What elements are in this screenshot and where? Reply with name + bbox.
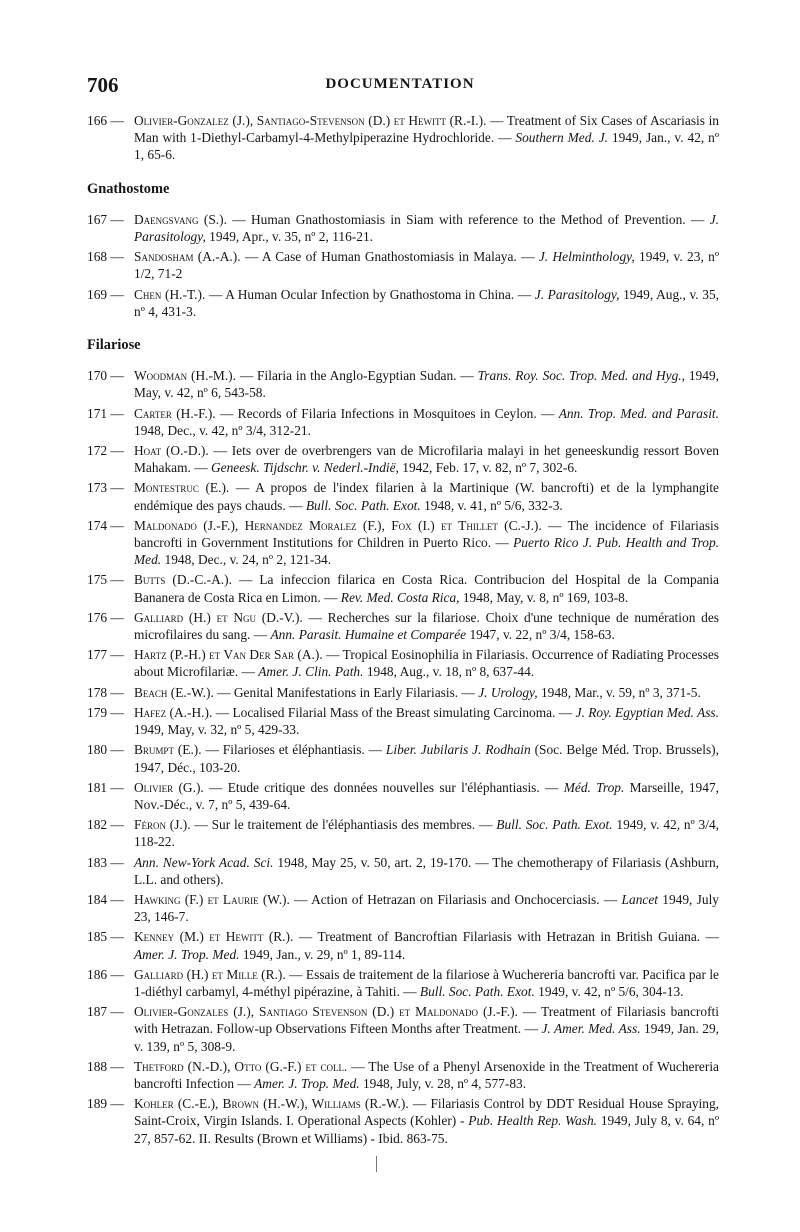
entry-citation: 1942, Feb. 17, v. 82, nº 7, 302-6. [398, 460, 578, 476]
reference-entry [87, 367, 719, 401]
reference-entry [87, 779, 719, 813]
entry-authors: Butts (D.-C.-A.). [134, 572, 232, 588]
reference-entry [87, 442, 719, 476]
entry-citation: 1949, May, v. 42, nº 6, 543-58. [134, 368, 719, 401]
entry-title: — Treatment of Six Cases of Ascariasis in Man with 1-Diethyl-Carbamyl-4-Methylpiperazine Hydrochloride. — [134, 113, 719, 146]
reference-entry [87, 405, 719, 439]
reference-entry [87, 891, 719, 925]
entry-title: — Tropical Eosinophilia in Filariasis. Occurrence of Radiating Processes about Microfilariæ. — [134, 647, 719, 680]
entry-journal: Amer. J. Trop. Med. [254, 1075, 360, 1091]
entry-citation: 1949, Jan., v. 42, nº 1, 65-6. [134, 130, 719, 163]
entry-citation: 1948, Dec., v. 24, nº 2, 121-34. [161, 552, 332, 568]
entry-number: 166 — [87, 113, 124, 128]
entry-citation: 1949, Apr., v. 35, nº 2, 116-21. [205, 229, 373, 245]
entry-journal: Liber. Jubilaris J. Rodhain [385, 742, 531, 758]
entry-number: 179 — [87, 704, 124, 720]
entry-number: 181 — [87, 779, 124, 795]
entry-authors: Carter (H.-F.). [134, 405, 216, 421]
entry-authors: Kenney (M.) et Hewitt (R.). [134, 929, 294, 945]
reference-entry [87, 816, 719, 850]
reference-entry [87, 646, 719, 680]
entry-number: 184 — [87, 891, 124, 907]
entry-number: 186 — [87, 966, 124, 982]
entry-number: 185 — [87, 929, 124, 945]
entry-journal: Trans. Roy. Soc. Trop. Med. and Hyg., [477, 368, 686, 384]
entry-number: 183 — [87, 854, 124, 870]
reference-entry [87, 854, 719, 888]
entry-authors: Sandosham (A.-A.). [134, 249, 241, 265]
entry-citation: 1949, v. 42, nº 3/4, 118-22. [134, 817, 719, 850]
entry-number: 173 — [87, 480, 124, 496]
entry-title: — Sur le traitement de l'éléphantiasis des membres. — [190, 817, 497, 833]
entry-number: 174 — [87, 517, 124, 533]
entry-authors: Hoat (O.-D.). [134, 443, 209, 459]
entry-title: — Filariasis Control by DDT Residual House Spraying, Saint-Croix, Virgin Islands. I. Operational Aspects (Kohler) - [134, 1096, 719, 1129]
entry-citation: 1949, v. 23, nº 1/2, 71-2 [134, 249, 719, 282]
entry-title: — Essais de traitement de la filariose à Wuchereria bancrofti var. Pacifica par le 1-diéthyl carbamyl, 4-méthyl pipérazine, à Tahiti. — [134, 966, 719, 999]
page-number: 706 [87, 73, 119, 97]
entry-number: 180 — [87, 742, 124, 758]
reference-entry [87, 966, 719, 1000]
section-heading: Gnathostome [87, 180, 170, 197]
entry-number: 169 — [87, 286, 124, 302]
entry-citation: 1949, Jan. 29, v. 139, nº 5, 308-9. [134, 1021, 719, 1054]
entry-journal: J. Parasitology, [134, 211, 719, 245]
entry-number: 182 — [87, 817, 124, 833]
entry-journal: J. Urology, [478, 684, 538, 700]
entry-journal: Ann. New-York Acad. Sci. [134, 854, 274, 870]
entry-authors: Féron (J.). [134, 817, 191, 833]
reference-entry [87, 517, 719, 569]
entry-title: — Etude critique des données nouvelles sur l'éléphantiasis. — [203, 779, 564, 795]
entry-authors: Olivier-Gonzalez (J.), Santiago-Stevenson (D.) et Hewitt (R.-I.). [134, 113, 487, 128]
entry-title: — Iets over de overbrengers van de Microfilaria malayi in het geneeskundig ressort Boven Mahakam. — [134, 443, 720, 476]
running-head: DOCUMENTATION [325, 76, 475, 92]
entry-citation: 1949, July 23, 146-7. [134, 891, 719, 925]
entry-authors: Olivier (G.). [134, 779, 204, 795]
entry-title: — The Use of a Phenyl Arsenoxide in the Treatment of Wuchereria bancrofti Infection — [134, 1058, 719, 1091]
entry-citation: 1948, v. 41, nº 5/6, 332-3. [420, 497, 563, 513]
entry-journal: Lancet [621, 891, 658, 907]
reference-entry [87, 112, 719, 164]
entry-authors: Galliard (H.) et Mille (R.). [134, 966, 286, 982]
entry-authors: Hafez (A.-H.). [134, 704, 213, 720]
entry-number: 168 — [87, 249, 124, 265]
entry-citation: Marseille, 1947, Nov.-Déc., v. 7, nº 5, 439-64. [134, 779, 719, 812]
entry-number: 171 — [87, 405, 124, 421]
entry-citation: 1949, v. 42, nº 5/6, 304-13. [534, 983, 684, 999]
entry-citation: 1948, Mar., v. 59, nº 3, 371-5. [537, 684, 701, 700]
reference-entry [87, 928, 719, 962]
entry-journal: Méd. Trop. [563, 779, 625, 795]
entry-journal: Bull. Soc. Path. Exot. [419, 983, 535, 999]
entry-journal: J. Parasitology, [534, 286, 620, 302]
print-mark [376, 1156, 377, 1172]
entry-journal: Amer. J. Trop. Med. [134, 946, 240, 962]
entry-number: 170 — [87, 368, 124, 384]
entry-journal: J. Roy. Egyptian Med. Ass. [575, 704, 719, 720]
entry-journal: J. Helminthology, [538, 249, 635, 265]
entry-authors: Woodman (H.-M.). [134, 368, 236, 384]
entry-number: 189 — [87, 1096, 124, 1112]
entry-journal: J. Amer. Med. Ass. [541, 1021, 641, 1037]
entry-journal: Bull. Soc. Path. Exot. [305, 497, 421, 513]
entry-authors: Hartz (P.-H.) et Van Der Sar (A.). [134, 647, 323, 663]
reference-entry [87, 479, 719, 513]
entry-citation: 1949, July 8, v. 64, nº 27, 857-62. II. Results (Brown et Williams) - Ibid. 863-75. [134, 1113, 719, 1146]
reference-entry [87, 286, 719, 320]
entry-citation: 1948, July, v. 28, nº 4, 577-83. [359, 1075, 527, 1091]
entry-citation: 1949, Aug., v. 35, nº 4, 431-3. [134, 286, 719, 319]
entry-journal: Geneesk. Tijdschr. v. Nederl.-Indië, [210, 460, 399, 476]
entry-journal: Rev. Med. Costa Rica, [340, 589, 460, 605]
entry-number: 178 — [87, 684, 124, 700]
entry-title: — A Human Ocular Infection by Gnathostoma in China. — [205, 286, 535, 302]
reference-entry [87, 211, 719, 245]
entry-authors: Galliard (H.) et Ngu (D.-V.). [134, 609, 303, 625]
reference-entry [87, 571, 719, 605]
entry-title: — Action of Hetrazan on Filariasis and Onchocerciasis. — [289, 891, 622, 907]
entry-journal: Puerto Rico J. Pub. Health and Trop. Med. [134, 535, 719, 568]
entry-title: — Human Gnathostomiasis in Siam with reference to the Method of Prevention. — [226, 211, 710, 227]
entry-title: — Localised Filarial Mass of the Breast simulating Carcinoma. — [212, 704, 576, 720]
entry-title: — Filaria in the Anglo-Egyptian Sudan. — [235, 368, 478, 384]
entry-authors: Kohler (C.-E.), Brown (H.-W.), Williams (R.-W.). [134, 1096, 409, 1112]
reference-entry [87, 704, 719, 738]
entry-authors: Beach (E.-W.). [134, 684, 214, 700]
entry-citation: 1949, May, v. 32, nº 5, 429-33. [134, 722, 300, 738]
entry-number: 175 — [87, 572, 124, 588]
entry-number: 177 — [87, 647, 124, 663]
entry-title: — The incidence of Filariasis bancrofti in Government Institutions for Children in Puerto Rico. — [134, 517, 719, 551]
reference-entry [87, 1003, 719, 1055]
entry-title: — Records of Filaria Infections in Mosquitoes in Ceylon. — [215, 405, 559, 421]
entry-authors: Brumpt (E.). [134, 742, 202, 758]
entry-authors: Montestruc (E.). [134, 480, 230, 496]
entry-title: — Filarioses et éléphantiasis. — [201, 742, 386, 758]
entry-number: 176 — [87, 609, 124, 625]
entry-title: — Recherches sur la filariose. Choix d'une technique de numération des microfilaires du sang. — [134, 609, 719, 643]
entry-title: — A propos de l'index filarien à la Martinique (W. bancrofti) et de la lymphangite endémique des pays chauds. — [134, 480, 719, 513]
entry-citation: (Soc. Belge Méd. Trop. Brussels), 1947, Déc., 103-20. [134, 742, 719, 775]
reference-entry [87, 741, 719, 775]
section-heading: Filariose [87, 337, 141, 354]
entry-title: — La infeccion filarica en Costa Rica. Contribucion del Hospital de la Compania Bananera de Costa Rica en Limon. — [134, 572, 719, 605]
entry-citation: 1948, Dec., v. 42, nº 3/4, 312-21. [134, 422, 311, 438]
entry-journal: Southern Med. J. [515, 130, 608, 146]
entry-citation: 1947, v. 22, nº 3/4, 158-63. [466, 627, 615, 643]
entry-authors: Thetford (N.-D.), Otto (G.-F.) et coll. [134, 1058, 348, 1074]
entry-number: 167 — [87, 211, 124, 227]
entry-number: 188 — [87, 1058, 124, 1074]
entry-title: — Treatment of Filariasis bancrofti with Hetrazan. Follow-up Observations Fifteen Months after Treatment. — [134, 1004, 719, 1037]
entry-citation: 1949, Jan., v. 29, nº 1, 89-114. [239, 946, 406, 962]
entry-authors: Maldonado (J.-F.), Hernandez Moralez (F.), Fox (I.) et Thillet (C.-J.). [134, 517, 542, 533]
entry-number: 172 — [87, 443, 124, 459]
entry-journal: Bull. Soc. Path. Exot. [496, 817, 613, 833]
entry-journal: Ann. Trop. Med. and Parasit. [558, 405, 719, 421]
entry-citation: 1948, May 25, v. 50, art. 2, 19-170. — The chemotherapy of Filariasis (Ashburn, L.L. and others). [134, 854, 719, 887]
bibliography-list [87, 112, 719, 1150]
reference-entry [87, 1058, 719, 1092]
reference-entry [87, 684, 719, 701]
entry-journal: Amer. J. Clin. Path. [258, 664, 364, 680]
entry-citation: 1948, May, v. 8, nº 169, 103-8. [459, 589, 629, 605]
entry-title: — A Case of Human Gnathostomiasis in Malaya. — [240, 249, 539, 265]
entry-authors: Daengsvang (S.). [134, 211, 227, 227]
reference-entry [87, 248, 719, 282]
entry-authors: Hawking (F.) et Laurie (W.). [134, 891, 290, 907]
entry-journal: Ann. Parasit. Humaine et Comparée [270, 627, 467, 643]
entry-title: — Treatment of Bancroftian Filariasis with Hetrazan in British Guiana. — [293, 929, 719, 945]
entry-citation: 1948, Aug., v. 18, nº 8, 637-44. [363, 664, 535, 680]
reference-entry [87, 1095, 719, 1147]
entry-title: — Genital Manifestations in Early Filariasis. — [213, 684, 479, 700]
entry-authors: Chen (H.-T.). [134, 286, 206, 302]
reference-entry [87, 609, 719, 643]
entry-authors: Olivier-Gonzales (J.), Santiago Stevenson (D.) et Maldonado (J.-F.). [134, 1004, 518, 1020]
entry-journal: Pub. Health Rep. Wash. [468, 1113, 598, 1129]
entry-number: 187 — [87, 1004, 124, 1020]
